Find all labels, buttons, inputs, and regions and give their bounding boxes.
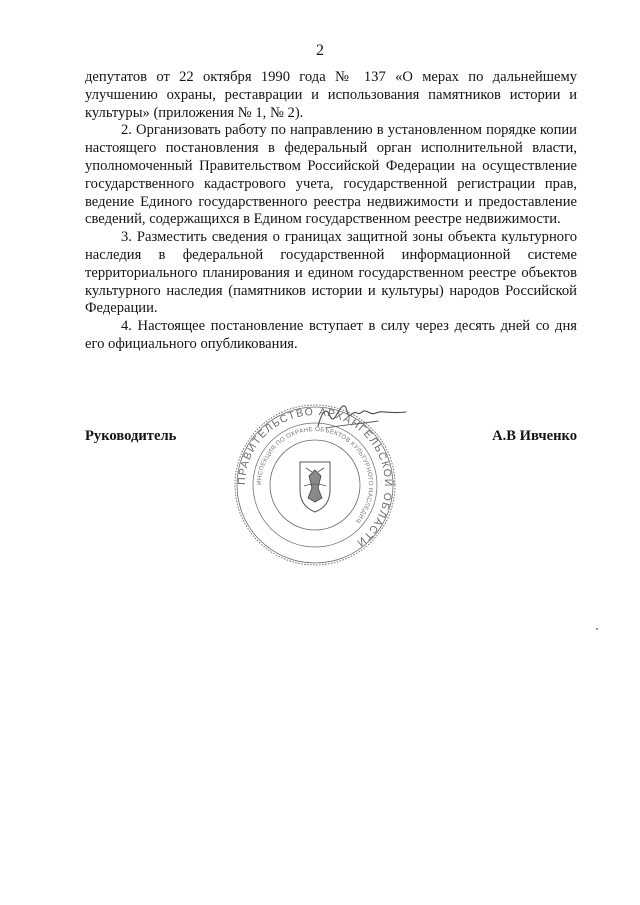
seal-outer-text: ПРАВИТЕЛЬСТВО АРХАНГЕЛЬСКОЙ ОБЛАСТИ	[235, 405, 395, 550]
paragraph-continuation: депутатов от 22 октября 1990 года № 137 «О мерах по дальнейшему улучшению охраны, реставрации и использования памятников истории и культуры» (приложения № 1, № 2).	[85, 69, 577, 121]
signatory-name: А.В Ивченко	[492, 428, 577, 444]
paragraph-3: 3. Разместить сведения о границах защитной зоны объекта культурного наследия в федеральной государственной информационной системе территориального планирования и едином государственном реестре объектов культурного наследия (памятников истории и культуры) народов Российской Федерации.	[85, 229, 577, 317]
paragraph-4: 4. Настоящее постановление вступает в силу через десять дней со дня его официального опубликования.	[85, 318, 577, 352]
signature-block	[85, 428, 577, 448]
document-body	[85, 69, 577, 354]
scan-speck	[596, 628, 598, 630]
page-number: 2	[316, 42, 324, 59]
coat-of-arms-emblem	[300, 462, 330, 512]
signatory-title: Руководитель	[85, 428, 177, 444]
paragraph-2: 2. Организовать работу по направлению в установленном порядке копии настоящего постановления в федеральный орган исполнительной власти, уполномоченный Правительством Российской Федерации на осуществление государственного кадастрового учета, государственной регистрации прав, ведение Единого государственного реестра недвижимости и предоставление сведений, содержащихся в Едином государственном реестре недвижимости.	[85, 122, 577, 228]
seal-inner-text: ИНСПЕКЦИЯ ПО ОХРАНЕ ОБЪЕКТОВ КУЛЬТУРНОГО НАСЛЕДИЯ	[255, 425, 375, 525]
